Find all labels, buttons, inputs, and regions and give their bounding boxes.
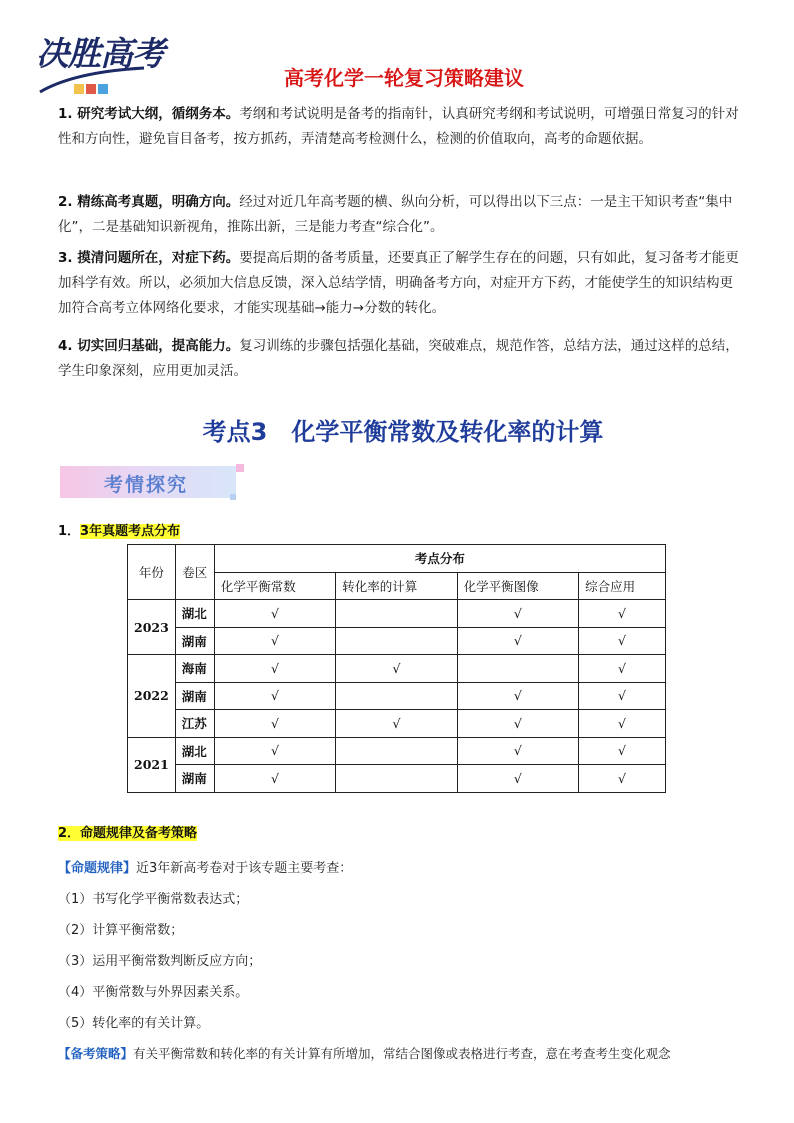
table-row [128, 655, 666, 683]
column-header: 化学平衡常数 [214, 572, 335, 600]
banner-decoration-icon [230, 494, 236, 500]
advice-body: 复习训练的步骤包括强化基础，突破难点，规范作答，总结方法，通过这样的总结，学生印象深刻，应用更加灵活。 [58, 338, 739, 379]
advice-paragraph-1 [58, 102, 740, 152]
mark-cell: √ [214, 655, 335, 683]
year-cell: 2023 [128, 600, 176, 655]
region-cell: 湖南 [175, 682, 214, 710]
heading-rules-strategy [58, 822, 197, 841]
mark-cell: √ [579, 600, 666, 628]
mark-cell: √ [214, 627, 335, 655]
mark-cell: √ [579, 710, 666, 738]
heading-number: 1． [58, 524, 81, 539]
mark-cell: √ [579, 627, 666, 655]
table-row [128, 765, 666, 793]
mark-cell: √ [336, 710, 457, 738]
mark-cell: √ [214, 737, 335, 765]
region-cell: 湖北 [175, 600, 214, 628]
region-header: 卷区 [175, 545, 214, 600]
group-header: 考点分布 [214, 545, 665, 573]
mark-cell: √ [457, 737, 578, 765]
table-header-row [128, 545, 666, 573]
mark-cell: √ [336, 655, 457, 683]
mark-cell: √ [214, 710, 335, 738]
advice-lead: 3. 摸清问题所在，对症下药。 [58, 250, 240, 266]
mark-cell: √ [214, 682, 335, 710]
heading-text: 命题规律及备考策略 [80, 826, 198, 841]
strategy-tag: 【备考策略】 [58, 1046, 134, 1061]
year-header: 年份 [128, 545, 176, 600]
rule-item: （5）转化率的有关计算。 [58, 1016, 210, 1031]
mark-cell: √ [457, 627, 578, 655]
advice-paragraph-3 [58, 246, 740, 321]
mark-cell: √ [457, 710, 578, 738]
advice-paragraph-4 [58, 334, 740, 384]
mark-cell: √ [579, 682, 666, 710]
year-cell: 2021 [128, 737, 176, 792]
table-row [128, 627, 666, 655]
mark-cell: √ [214, 600, 335, 628]
column-header: 转化率的计算 [336, 572, 457, 600]
advice-paragraph-2 [58, 190, 740, 240]
banner-decoration-icon [236, 464, 244, 472]
heading-exam-distribution [58, 520, 180, 539]
region-cell: 湖南 [175, 765, 214, 793]
table-row [128, 600, 666, 628]
advice-body: 要提高后期的备考质量，还要真正了解学生存在的问题，只有如此，复习备考才能更加科学有效。所以，必须加大信息反馈，深入总结学情，明确备考方向，对症开方下药，才能使学生的知识结构更加符合高考立体网络化要求，才能实现基础→能力→分数的转化。 [58, 250, 739, 316]
mark-cell: √ [457, 765, 578, 793]
heading-text: 3年真题考点分布 [80, 524, 181, 539]
rule-item: （3）运用平衡常数判断反应方向； [58, 954, 262, 969]
document-title: 高考化学一轮复习策略建议 [284, 66, 524, 90]
mark-cell: √ [579, 655, 666, 683]
column-header: 综合应用 [579, 572, 666, 600]
rule-item: （1）书写化学平衡常数表达式； [58, 892, 249, 907]
mark-cell [336, 627, 457, 655]
strategy-line [58, 1044, 748, 1062]
section-banner [60, 464, 244, 504]
mark-cell [336, 765, 457, 793]
mark-cell [336, 600, 457, 628]
rule-intro [58, 857, 352, 876]
table-row [128, 682, 666, 710]
advice-lead: 1. 研究考试大纲，循纲务本。 [58, 106, 240, 122]
region-cell: 湖南 [175, 627, 214, 655]
rule-item: （2）计算平衡常数； [58, 923, 184, 938]
rule-text: 近3年新高考卷对于该专题主要考查： [136, 861, 353, 876]
mark-cell: √ [579, 765, 666, 793]
rule-item: （4）平衡常数与外界因素关系。 [58, 985, 249, 1000]
year-cell: 2022 [128, 655, 176, 738]
mark-cell [457, 655, 578, 683]
mark-cell [336, 737, 457, 765]
table-row [128, 710, 666, 738]
logo-text: 决胜高考 [36, 34, 164, 73]
rule-tag: 【命题规律】 [58, 861, 137, 876]
mark-cell: √ [457, 682, 578, 710]
mark-cell: √ [579, 737, 666, 765]
exam-distribution-table [127, 544, 666, 793]
section-title: 考点3 化学平衡常数及转化率的计算 [202, 418, 604, 446]
column-header: 化学平衡图像 [457, 572, 578, 600]
region-cell: 江苏 [175, 710, 214, 738]
advice-body: 考纲和考试说明是备考的指南针，认真研究考纲和考试说明，可增强日常复习的针对性和方向性，避免盲目备考，按方抓药，弄清楚高考检测什么，检测的价值取向，高考的命题依据。 [58, 106, 739, 147]
advice-lead: 4. 切实回归基础，提高能力。 [58, 338, 240, 354]
advice-lead: 2. 精练高考真题，明确方向。 [58, 194, 240, 210]
table-row [128, 737, 666, 765]
region-cell: 湖北 [175, 737, 214, 765]
heading-number: 2． [58, 826, 81, 841]
banner-label: 考情探究 [104, 474, 189, 496]
advice-body: 经过对近几年高考题的横、纵向分析，可以得出以下三点：一是主干知识考查“集中化”，二是基础知识新视角，推陈出新，三是能力考查“综合化”。 [58, 194, 733, 235]
mark-cell [336, 682, 457, 710]
strategy-text: 有关平衡常数和转化率的有关计算有所增加，常结合图像或表格进行考查，意在考查考生变化观念 [133, 1046, 671, 1061]
mark-cell: √ [457, 600, 578, 628]
region-cell: 海南 [175, 655, 214, 683]
mark-cell: √ [214, 765, 335, 793]
